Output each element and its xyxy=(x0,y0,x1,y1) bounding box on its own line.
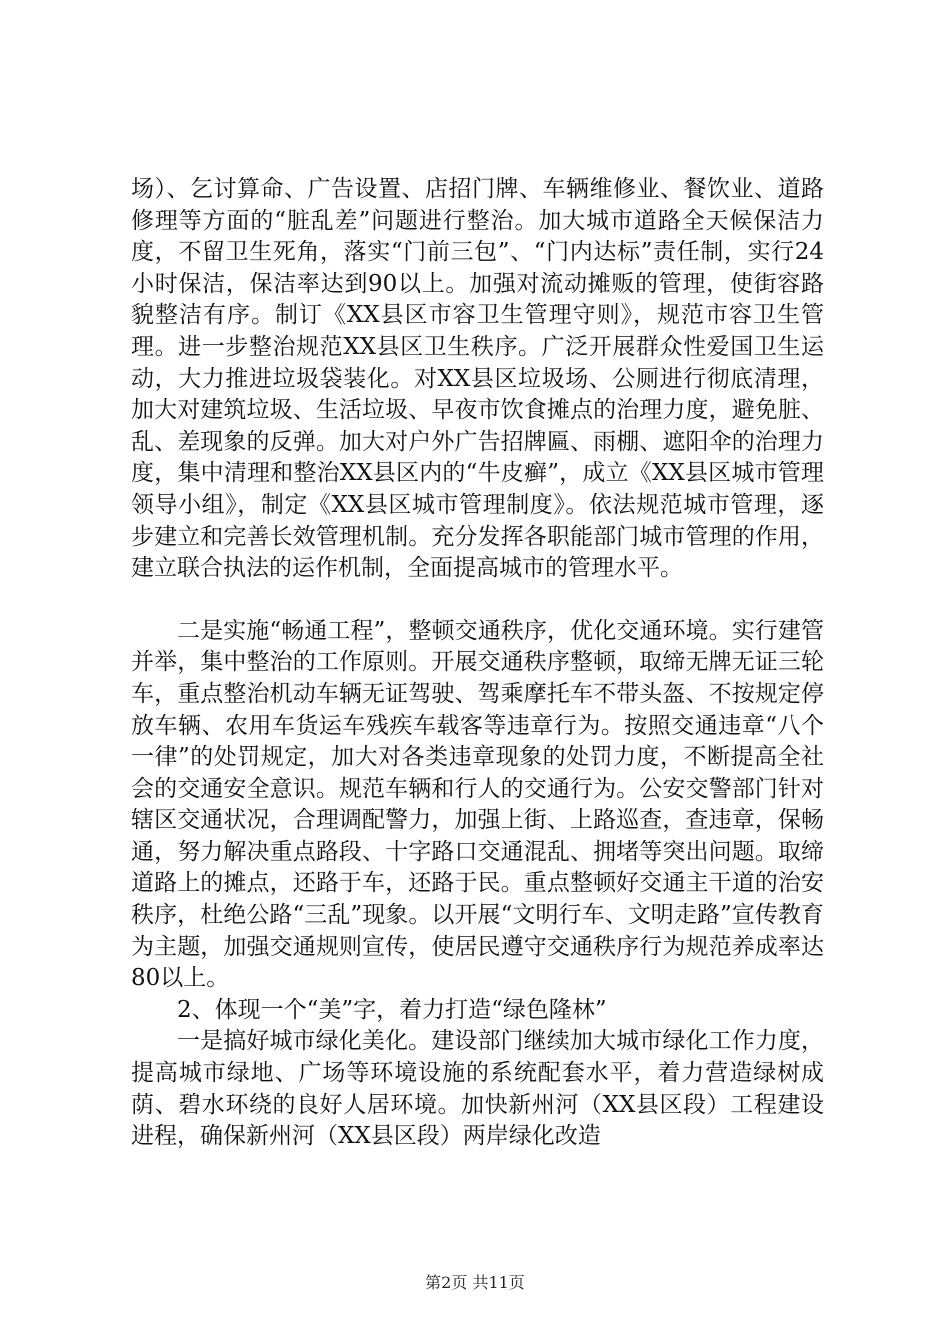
document-body xyxy=(131,174,824,1153)
section-heading-green-longlin: 2、体现一个“美”字，着力打造“绿色隆林” xyxy=(177,996,607,1023)
paragraph-traffic-order: 二是实施“畅通工程”，整顿交通秩序，优化交通环境。实行建管并举，集中整治的工作原则。开展交通秩序整顿，取缔无牌无证三轮车，重点整治机动车辆无证驾驶、驾乘摩托车不带头盔、不按规定停放车辆、农用车货运车残疾车载客等违章行为。按照交通违章“八个一律”的处罚规定，加大对各类违章现象的处罚力度，不断提高全社会的交通安全意识。规范车辆和行人的交通行为。公安交警部门针对辖区交通状况，合理调配警力，加强上街、上路巡查，查违章，保畅通，努力解决重点路段、十字路口交通混乱、拥堵等突出问题。取缔道路上的摊点，还路于车，还路于民。重点整顿好交通主干道的治安秩序，杜绝公路“三乱”现象。以开展“文明行车、文明走路”宣传教育为主题，加强交通规则宣传，使居民遵守交通秩序行为规范养成率达80以上。 xyxy=(131,617,824,992)
paragraph-city-greening: 一是搞好城市绿化美化。建设部门继续加大城市绿化工作力度，提高城市绿地、广场等环境设施的系统配套水平，着力营造绿树成荫、碧水环绕的良好人居环境。加快新州河（XX县区段）工程建设进程，确保新州河（XX县区段）两岸绿化改造 xyxy=(131,1028,824,1150)
paragraph-city-sanitation: 场）、乞讨算命、广告设置、店招门牌、车辆维修业、餐饮业、道路修理等方面的“脏乱差”问题进行整治。加大城市道路全天候保洁力度，不留卫生死角，落实“门前三包”、“门内达标”责任制，实行24小时保洁，保洁率达到90以上。加强对流动摊贩的管理，使街容路貌整洁有序。制订《XX县区市容卫生管理守则》，规范市容卫生管理。进一步整治规范XX县区卫生秩序。广泛开展群众性爱国卫生运动，大力推进垃圾袋装化。对XX县区垃圾场、公厕进行彻底清理，加大对建筑垃圾、生活垃圾、早夜市饮食摊点的治理力度，避免脏、乱、差现象的反弹。加大对户外广告招牌匾、雨棚、遮阳伞的治理力度，集中清理和整治XX县区内的“牛皮癣”，成立《XX县区城市管理领导小组》，制定《XX县区城市管理制度》。依法规范城市管理，逐步建立和完善长效管理机制。充分发挥各职能部门城市管理的作用，建立联合执法的运作机制，全面提高城市的管理水平。 xyxy=(131,176,824,582)
page-number-footer: 第2页 共11页 xyxy=(425,1273,525,1292)
